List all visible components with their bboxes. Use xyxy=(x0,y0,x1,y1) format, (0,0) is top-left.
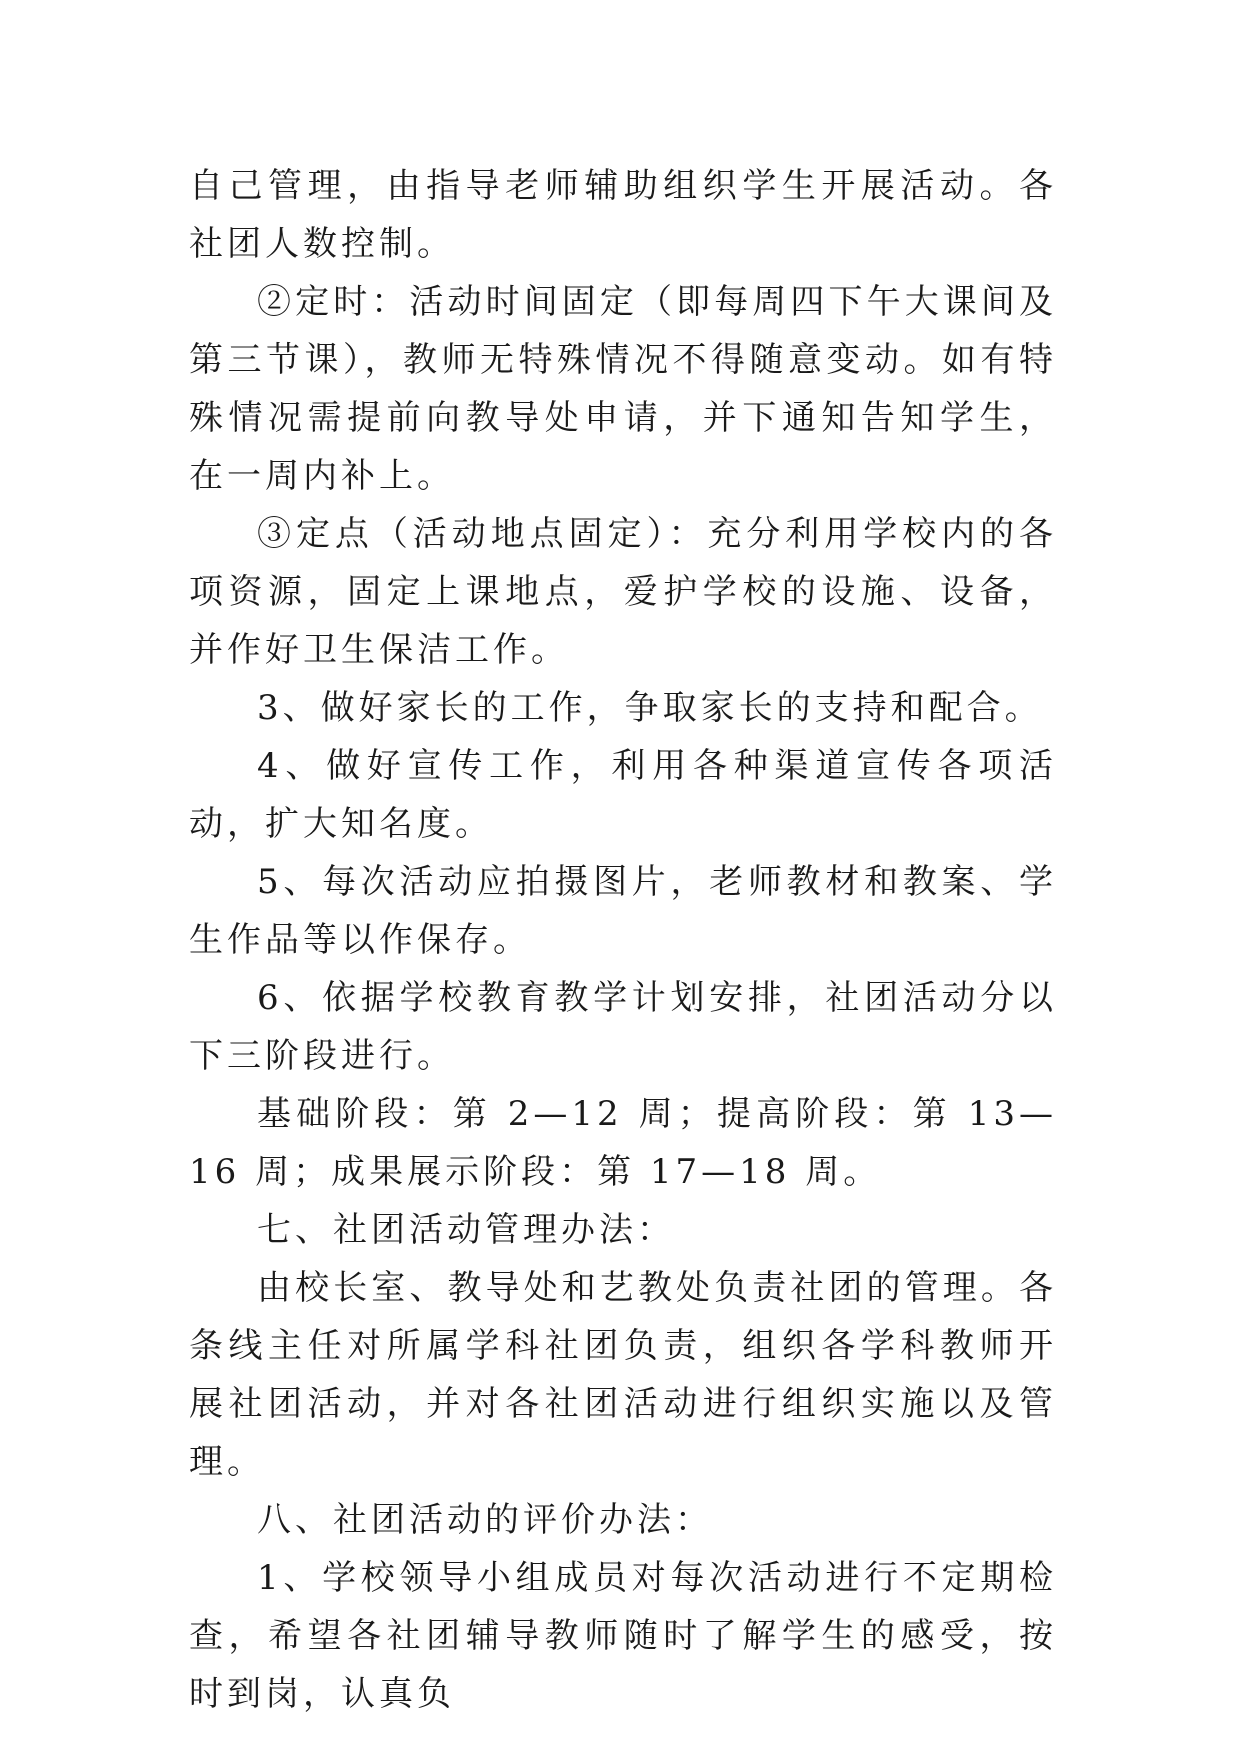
paragraph-management: 由校长室、教导处和艺教处负责社团的管理。各条线主任对所属学科社团负责，组织各学科教师开展社团活动，并对各社团活动进行组织实施以及管理。 xyxy=(189,1268,1057,1482)
paragraph-fixed-location: ③定点（活动地点固定）：充分利用学校内的各项资源，固定上课地点，爱护学校的设施、设备，并作好卫生保洁工作。 xyxy=(189,514,1057,670)
document-body xyxy=(189,157,1057,1723)
paragraph-item-4: 4、做好宣传工作，利用各种渠道宣传各项活动，扩大知名度。 xyxy=(189,746,1057,844)
section-heading-management: 七、社团活动管理办法： xyxy=(257,1210,675,1250)
paragraph-stages: 基础阶段：第 2—12 周；提高阶段：第 13—16 周；成果展示阶段：第 17—18 周。 xyxy=(189,1094,1057,1192)
paragraph-item-6: 6、依据学校教育教学计划安排，社团活动分以下三阶段进行。 xyxy=(189,978,1057,1076)
paragraph-evaluation-1: 1、学校领导小组成员对每次活动进行不定期检查，希望各社团辅导教师随时了解学生的感受，按时到岗，认真负 xyxy=(189,1558,1057,1714)
section-heading-evaluation: 八、社团活动的评价办法： xyxy=(257,1500,713,1540)
paragraph-fixed-time: ②定时：活动时间固定（即每周四下午大课间及第三节课），教师无特殊情况不得随意变动。如有特殊情况需提前向教导处申请，并下通知告知学生，在一周内补上。 xyxy=(189,282,1057,496)
paragraph-continuation: 自己管理，由指导老师辅助组织学生开展活动。各社团人数控制。 xyxy=(189,166,1057,264)
paragraph-item-3: 3、做好家长的工作，争取家长的支持和配合。 xyxy=(257,688,1043,728)
paragraph-item-5: 5、每次活动应拍摄图片，老师教材和教案、学生作品等以作保存。 xyxy=(189,862,1057,960)
